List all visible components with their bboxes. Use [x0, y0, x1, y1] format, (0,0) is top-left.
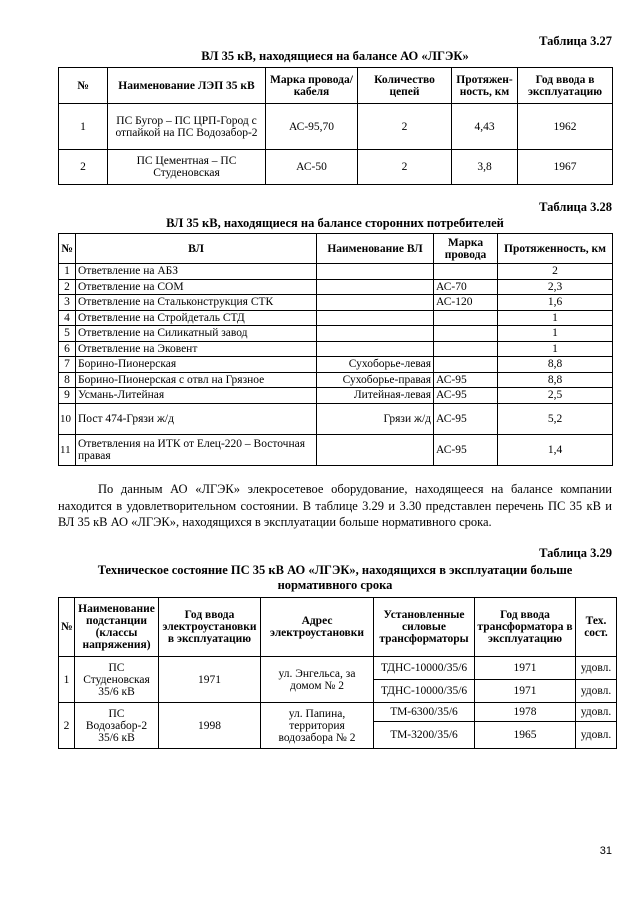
table-3-28: [58, 233, 613, 466]
table-cell: 1978: [475, 703, 576, 722]
table-cell: [317, 341, 434, 357]
header-cell: Тех. сост.: [576, 598, 617, 657]
table-cell: удовл.: [576, 722, 617, 749]
header-cell: Год ввода электроустановки в эксплуатацию: [159, 598, 261, 657]
table-cell: [434, 341, 498, 357]
table-row: [59, 434, 613, 465]
table-cell: ПС Студеновская 35/6 кВ: [75, 657, 159, 703]
table-row: [59, 703, 617, 722]
header-cell: Наименование подстанции (классы напряжения): [75, 598, 159, 657]
table-3-27-label: Таблица 3.27: [539, 34, 612, 48]
table-3-27: [58, 67, 613, 185]
table-cell: 8,8: [498, 372, 613, 388]
table-row: [59, 357, 613, 373]
body-paragraph: По данным АО «ЛГЭК» элекросетевое оборудование, находящееся на балансе компании находится в удовлетворительном состоянии. В таблице 3.29 и 3.30 представлен перечень ПС 35 кВ и ВЛ 35 кВ АО «ЛГЭК», находящихся в эксплуатации больше нормативного срока.: [58, 482, 612, 529]
table-cell: 2,5: [498, 388, 613, 404]
table-cell: 2: [59, 279, 76, 295]
header-cell: Марка провода: [434, 234, 498, 264]
header-cell: Количество цепей: [358, 68, 452, 104]
table-cell: 5,2: [498, 403, 613, 434]
table-cell: ПС Цементная – ПС Студеновская: [108, 150, 266, 185]
table-cell: удовл.: [576, 680, 617, 703]
table-cell: 1971: [475, 680, 576, 703]
table-row: [59, 341, 613, 357]
table-cell: ТДНС-10000/35/6: [374, 657, 475, 680]
table-cell: Сухоборье-левая: [317, 357, 434, 373]
table-cell: [434, 310, 498, 326]
table-row: [59, 372, 613, 388]
table-3-29-title: Техническое состояние ПС 35 кВ АО «ЛГЭК», находящихся в эксплуатации больше нормативного срока: [97, 563, 573, 592]
table-cell: ул. Папина, территория водозабора № 2: [261, 703, 374, 749]
table-cell: 9: [59, 388, 76, 404]
table-row: [59, 326, 613, 342]
header-cell: Марка провода/кабеля: [266, 68, 358, 104]
table-cell: Ответвление на АБЗ: [76, 264, 317, 280]
table-row: [59, 104, 613, 150]
table-cell: Ответвление на Стальконструкция СТК: [76, 295, 317, 311]
table-cell: АС-95: [434, 403, 498, 434]
table-cell: 8: [59, 372, 76, 388]
table-cell: АС-50: [266, 150, 358, 185]
table-cell: [317, 279, 434, 295]
table-cell: ПС Водозабор-2 35/6 кВ: [75, 703, 159, 749]
page-number: 31: [599, 845, 612, 857]
table-cell: [317, 295, 434, 311]
table-cell: 4: [59, 310, 76, 326]
header-cell: Протяженность, км: [498, 234, 613, 264]
header-cell: ВЛ: [76, 234, 317, 264]
header-cell: №: [59, 234, 76, 264]
table-cell: 1: [498, 326, 613, 342]
table-cell: 1: [59, 264, 76, 280]
table-row: [59, 310, 613, 326]
table-cell: Ответвление на Эковент: [76, 341, 317, 357]
table-cell: 1998: [159, 703, 261, 749]
table-cell: Литейная-левая: [317, 388, 434, 404]
table-cell: Сухоборье-правая: [317, 372, 434, 388]
header-cell: Год ввода в эксплуатацию: [518, 68, 613, 104]
table-cell: 3: [59, 295, 76, 311]
table-cell: ТМ-3200/35/6: [374, 722, 475, 749]
header-cell: №: [59, 68, 108, 104]
table-cell: [317, 310, 434, 326]
table-cell: 1971: [475, 657, 576, 680]
table-cell: удовл.: [576, 657, 617, 680]
table-row: [59, 279, 613, 295]
table-cell: Ответвление на СОМ: [76, 279, 317, 295]
table-cell: 2: [498, 264, 613, 280]
table-cell: Ответвления на ИТК от Елец-220 – Восточная правая: [76, 434, 317, 465]
table-cell: 1: [498, 341, 613, 357]
table-cell: ПС Бугор – ПС ЦРП-Город с отпайкой на ПС Водозабор-2: [108, 104, 266, 150]
table-3-28-label: Таблица 3.28: [539, 200, 612, 214]
table-cell: 2: [358, 104, 452, 150]
table-cell: Грязи ж/д: [317, 403, 434, 434]
table-cell: [317, 326, 434, 342]
table-cell: 2,3: [498, 279, 613, 295]
table-cell: [434, 357, 498, 373]
table-cell: 6: [59, 341, 76, 357]
table-row: [59, 657, 617, 680]
table-row: [59, 388, 613, 404]
table-cell: ТМ-6300/35/6: [374, 703, 475, 722]
table-cell: [317, 434, 434, 465]
header-cell: №: [59, 598, 75, 657]
table-cell: ТДНС-10000/35/6: [374, 680, 475, 703]
table-cell: 4,43: [452, 104, 518, 150]
table-cell: 1,6: [498, 295, 613, 311]
table-cell: [434, 264, 498, 280]
table-cell: Борино-Пионерская: [76, 357, 317, 373]
table-cell: 1,4: [498, 434, 613, 465]
table-cell: 1: [59, 657, 75, 703]
table-cell: [434, 326, 498, 342]
table-cell: 5: [59, 326, 76, 342]
table-cell: 8,8: [498, 357, 613, 373]
table-cell: 1: [498, 310, 613, 326]
table-cell: 1: [59, 104, 108, 150]
table-cell: 1962: [518, 104, 613, 150]
table-3-28-title: ВЛ 35 кВ, находящиеся на балансе сторонних потребителей: [166, 216, 504, 230]
table-cell: 3,8: [452, 150, 518, 185]
table-cell: АС-95: [434, 434, 498, 465]
table-cell: [317, 264, 434, 280]
table-cell: Ответвление на Стройдеталь СТД: [76, 310, 317, 326]
table-cell: АС-95,70: [266, 104, 358, 150]
table-3-29: [58, 597, 617, 749]
header-cell: Наименование ЛЭП 35 кВ: [108, 68, 266, 104]
table-cell: АС-95: [434, 372, 498, 388]
table-3-27-title: ВЛ 35 кВ, находящиеся на балансе АО «ЛГЭК»: [201, 49, 469, 63]
table-cell: АС-95: [434, 388, 498, 404]
header-cell: Наименование ВЛ: [317, 234, 434, 264]
table-row: [59, 295, 613, 311]
table-cell: Усмань-Литейная: [76, 388, 317, 404]
table-cell: 1965: [475, 722, 576, 749]
table-cell: 1971: [159, 657, 261, 703]
table-row: [59, 403, 613, 434]
table-cell: Пост 474-Грязи ж/д: [76, 403, 317, 434]
table-cell: Ответвление на Силикатный завод: [76, 326, 317, 342]
table-3-29-label: Таблица 3.29: [539, 546, 612, 560]
table-cell: 11: [59, 434, 76, 465]
table-row: [59, 264, 613, 280]
table-cell: АС-70: [434, 279, 498, 295]
table-cell: 2: [358, 150, 452, 185]
header-cell: Протяжен-ность, км: [452, 68, 518, 104]
table-cell: 2: [59, 703, 75, 749]
table-row: [59, 150, 613, 185]
table-cell: 7: [59, 357, 76, 373]
table-cell: АС-120: [434, 295, 498, 311]
table-cell: Борино-Пионерская с отвл на Грязное: [76, 372, 317, 388]
table-cell: 10: [59, 403, 76, 434]
table-cell: ул. Энгельса, за домом № 2: [261, 657, 374, 703]
table-cell: 1967: [518, 150, 613, 185]
header-cell: Год ввода трансформатора в эксплуатацию: [475, 598, 576, 657]
table-cell: 2: [59, 150, 108, 185]
header-cell: Адрес электроустановки: [261, 598, 374, 657]
table-cell: удовл.: [576, 703, 617, 722]
header-cell: Установленные силовые трансформаторы: [374, 598, 475, 657]
